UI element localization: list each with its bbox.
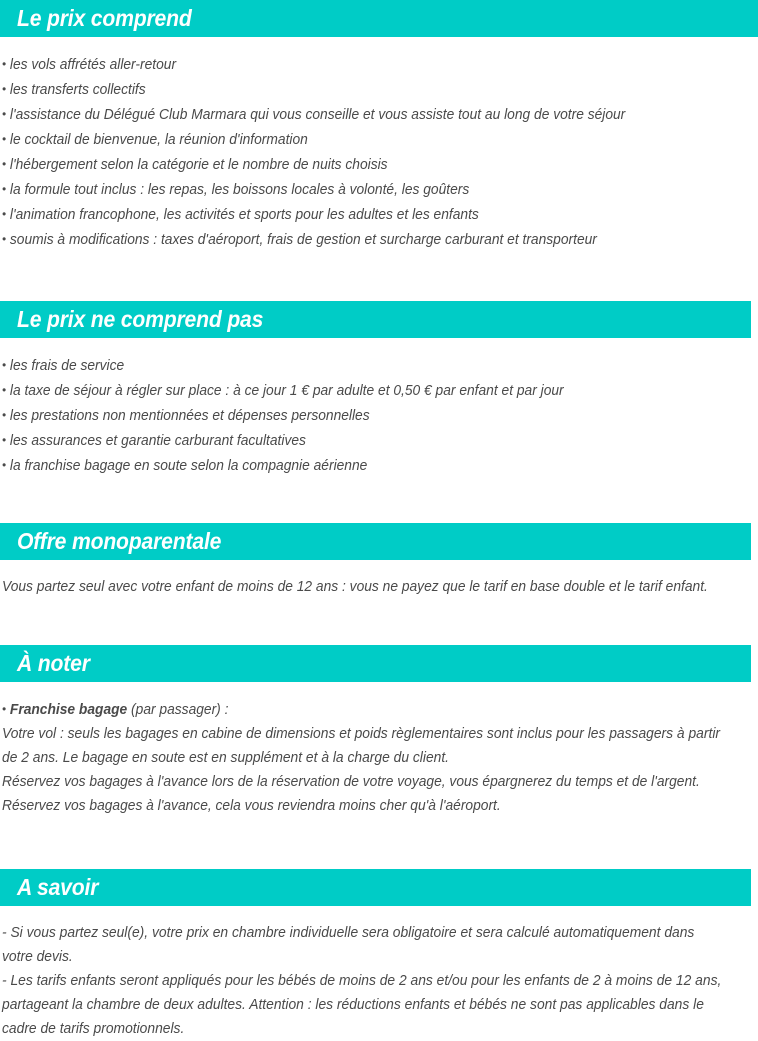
list-item-label: (par passager) :	[127, 702, 229, 718]
list-item-label: les frais de service	[9, 358, 125, 374]
bullet-icon: •	[2, 433, 7, 447]
spacer	[0, 252, 758, 301]
list-item	[2, 403, 726, 428]
section-title: Le prix comprend	[17, 5, 192, 31]
spacer	[0, 560, 758, 575]
list-item	[2, 227, 726, 252]
section-body-offre-monoparentale	[0, 575, 758, 599]
section-title: A savoir	[17, 874, 99, 900]
list-item	[2, 177, 726, 202]
list-item	[2, 202, 726, 227]
list-item	[2, 453, 726, 478]
bullet-icon: •	[2, 107, 7, 121]
list-item	[2, 127, 726, 152]
paragraph: Vous partez seul avec votre enfant de moins de 12 ans : vous ne payez que le tarif en base double et le tarif enfant.	[2, 579, 708, 595]
section-body-a-noter	[0, 697, 758, 818]
section-title: Offre monoparentale	[17, 528, 222, 554]
list-item-label: les assurances et garantie carburant facultatives	[9, 433, 306, 449]
paragraph: - Si vous partez seul(e), votre prix en chambre individuelle sera obligatoire et sera calculé automatiquement dans votre devis.	[2, 925, 695, 965]
list-item	[2, 152, 726, 177]
spacer	[0, 682, 758, 697]
spacer	[0, 338, 758, 353]
list-item-label: la franchise bagage en soute selon la compagnie aérienne	[9, 458, 368, 474]
list-item-label: la formule tout inclus : les repas, les boissons locales à volonté, les goûters	[9, 182, 470, 198]
paragraph: - Les tarifs enfants seront appliqués pour les bébés de moins de 2 ans et/ou pour les enfants de 2 à moins de 12 ans, partageant la chambre de deux adultes. Attention : les réductions enfants et bébés ne sont pas applicables dans le cadre de tarifs promotionnels.	[2, 973, 722, 1037]
list-item-label: soumis à modifications : taxes d'aéroport, frais de gestion et surcharge carburant et transporteur	[9, 232, 597, 248]
list-item-label: l'assistance du Délégué Club Marmara qui vous conseille et vous assiste tout au long de votre séjour	[9, 107, 626, 123]
bullet-icon: •	[2, 232, 7, 246]
spacer	[0, 599, 758, 645]
list-item-label-bold: Franchise bagage	[9, 702, 128, 718]
section-header-a-savoir	[0, 869, 751, 906]
spacer	[0, 478, 758, 523]
section-body-le-prix-ne-comprend-pas	[0, 353, 758, 478]
spacer	[0, 818, 758, 869]
list-item	[2, 697, 726, 722]
section-title: Le prix ne comprend pas	[17, 306, 264, 332]
paragraph: Votre vol : seuls les bagages en cabine de dimensions et poids règlementaires sont inclus pour les passagers à partir de 2 ans. Le bagage en soute est en supplément et à la charge du client.	[2, 726, 721, 766]
bullet-icon: •	[2, 132, 7, 146]
section-body-a-savoir	[0, 921, 758, 1041]
list-item	[2, 77, 726, 102]
spacer	[0, 906, 758, 921]
list-item-label: les transferts collectifs	[9, 82, 146, 98]
list-item-label: les prestations non mentionnées et dépenses personnelles	[9, 408, 370, 424]
bullet-icon: •	[2, 408, 7, 422]
section-header-le-prix-ne-comprend-pas	[0, 301, 751, 338]
list-item-label: l'animation francophone, les activités et sports pour les adultes et les enfants	[9, 207, 479, 223]
list-item-label: la taxe de séjour à régler sur place : à ce jour 1 € par adulte et 0,50 € par enfant et par jour	[9, 383, 564, 399]
bullet-icon: •	[2, 57, 7, 71]
bullet-icon: •	[2, 182, 7, 196]
section-body-le-prix-comprend	[0, 52, 758, 252]
bullet-icon: •	[2, 157, 7, 171]
paragraph: Réservez vos bagages à l'avance, cela vous reviendra moins cher qu'à l'aéroport.	[2, 798, 501, 814]
paragraph: Réservez vos bagages à l'avance lors de la réservation de votre voyage, vous épargnerez du temps et de l'argent.	[2, 774, 700, 790]
bullet-icon: •	[2, 458, 7, 472]
section-title: À noter	[17, 650, 90, 676]
list-item-label: l'hébergement selon la catégorie et le nombre de nuits choisis	[9, 157, 388, 173]
list-item	[2, 353, 726, 378]
bullet-icon: •	[2, 358, 7, 372]
list-item-label: les vols affrétés aller-retour	[9, 57, 177, 73]
bullet-icon: •	[2, 82, 7, 96]
bullet-icon: •	[2, 702, 7, 716]
section-header-a-noter	[0, 645, 751, 682]
bullet-icon: •	[2, 383, 7, 397]
bullet-icon: •	[2, 207, 7, 221]
list-item-label: le cocktail de bienvenue, la réunion d'information	[9, 132, 308, 148]
spacer	[0, 37, 758, 52]
list-item	[2, 378, 726, 403]
list-item	[2, 102, 726, 127]
section-header-offre-monoparentale	[0, 523, 751, 560]
section-header-le-prix-comprend	[0, 0, 758, 37]
list-item	[2, 52, 726, 77]
list-item	[2, 428, 726, 453]
